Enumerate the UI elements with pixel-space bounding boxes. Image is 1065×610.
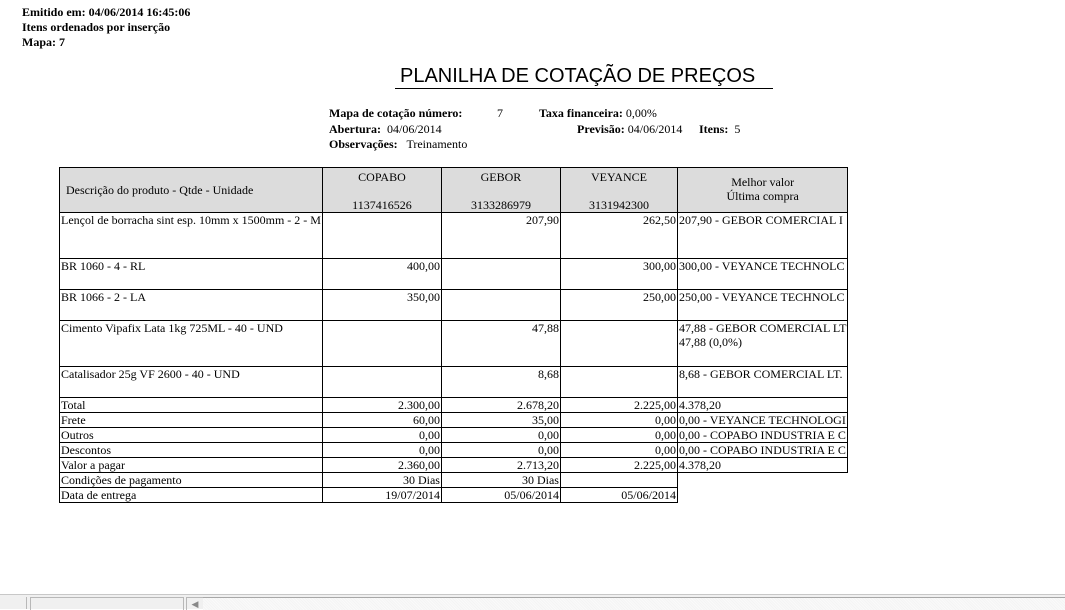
supplier-header-gebor: GEBOR 3133286979 [441, 168, 560, 213]
summary-row-others [60, 428, 848, 443]
summary-veyance: 0,00 [560, 428, 677, 443]
summary-gebor: 0,00 [441, 428, 560, 443]
supplier-header-copabo: COPABO 1137416526 [322, 168, 441, 213]
summary-label: Frete [60, 413, 323, 428]
status-segment [0, 597, 27, 609]
quotation-table [59, 167, 848, 503]
price-veyance [560, 321, 677, 367]
map-number-label: Mapa de cotação número: [329, 106, 463, 120]
table-row [60, 290, 848, 321]
table-row [60, 213, 848, 259]
arrow-left-icon: ◀ [191, 599, 199, 609]
summary-copabo: 30 Dias [322, 473, 441, 488]
price-copabo [322, 367, 441, 398]
supplier-header-veyance: VEYANCE 3131942300 [560, 168, 677, 213]
price-veyance [560, 367, 677, 398]
summary-row-payment-terms [60, 473, 848, 488]
price-copabo: 350,00 [322, 290, 441, 321]
summary-best: 0,00 - COPABO INDUSTRIA E C [677, 443, 847, 458]
price-veyance: 262,50 [560, 213, 677, 259]
summary-row-total [60, 398, 848, 413]
summary-label: Outros [60, 428, 323, 443]
empty-cell [677, 473, 847, 488]
best-value: 8,68 - GEBOR COMERCIAL LT. [677, 367, 847, 398]
summary-row-freight [60, 413, 848, 428]
emitted-date: Emitido em: 04/06/2014 16:45:06 [22, 5, 191, 19]
summary-label: Total [60, 398, 323, 413]
item-desc: BR 1066 - 2 - LA [60, 290, 323, 321]
price-gebor: 207,90 [441, 213, 560, 259]
summary-veyance: 05/06/2014 [560, 488, 677, 503]
status-segment [30, 597, 184, 610]
summary-veyance: 0,00 [560, 413, 677, 428]
summary-veyance: 2.225,00 [560, 458, 677, 473]
summary-copabo: 0,00 [322, 443, 441, 458]
status-bar [0, 594, 1065, 609]
table-header-row [60, 168, 848, 213]
summary-label: Valor a pagar [60, 458, 323, 473]
summary-veyance: 0,00 [560, 443, 677, 458]
map-number: Mapa: 7 [22, 35, 65, 49]
table-row [60, 259, 848, 290]
summary-row-discounts [60, 443, 848, 458]
price-copabo [322, 321, 441, 367]
horizontal-scrollbar[interactable] [203, 597, 1065, 610]
scroll-left-button[interactable] [186, 597, 204, 610]
summary-gebor: 2.678,20 [441, 398, 560, 413]
item-desc: Lençol de borracha sint esp. 10mm x 1500mm - 2 - M [60, 213, 323, 259]
best-value: 300,00 - VEYANCE TECHNOLC [677, 259, 847, 290]
fin-rate: Taxa financeira: 0,00% [539, 106, 657, 120]
summary-gebor: 0,00 [441, 443, 560, 458]
summary-best: 0,00 - VEYANCE TECHNOLOGI [677, 413, 847, 428]
best-value: 250,00 - VEYANCE TECHNOLC [677, 290, 847, 321]
summary-best: 4.378,20 [677, 458, 847, 473]
forecast-date: Previsão: 04/06/2014 [577, 122, 683, 136]
summary-best: 0,00 - COPABO INDUSTRIA E C [677, 428, 847, 443]
ordering-note: Itens ordenados por inserção [22, 20, 171, 34]
items-count: Itens: 5 [699, 122, 741, 136]
summary-label: Condições de pagamento [60, 473, 323, 488]
table-row [60, 367, 848, 398]
summary-row-delivery-date [60, 488, 848, 503]
best-value-header: Melhor valor Última compra [677, 168, 847, 213]
price-veyance: 300,00 [560, 259, 677, 290]
summary-gebor: 35,00 [441, 413, 560, 428]
price-copabo: 400,00 [322, 259, 441, 290]
summary-row-amount-due [60, 458, 848, 473]
page-title: PLANILHA DE COTAÇÃO DE PREÇOS [395, 64, 773, 89]
price-gebor: 8,68 [441, 367, 560, 398]
price-gebor: 47,88 [441, 321, 560, 367]
summary-gebor: 2.713,20 [441, 458, 560, 473]
desc-header: Descrição do produto - Qtde - Unidade [60, 168, 323, 213]
summary-veyance: 2.225,00 [560, 398, 677, 413]
summary-copabo: 2.360,00 [322, 458, 441, 473]
best-value: 207,90 - GEBOR COMERCIAL I [677, 213, 847, 259]
summary-copabo: 19/07/2014 [322, 488, 441, 503]
notes: Observações: Treinamento [329, 137, 468, 151]
price-gebor [441, 290, 560, 321]
summary-gebor: 05/06/2014 [441, 488, 560, 503]
item-desc: Catalisador 25g VF 2600 - 40 - UND [60, 367, 323, 398]
report-header [22, 5, 190, 50]
summary-label: Descontos [60, 443, 323, 458]
summary-copabo: 0,00 [322, 428, 441, 443]
summary-gebor: 30 Dias [441, 473, 560, 488]
empty-cell [677, 488, 847, 503]
opening-date: Abertura: 04/06/2014 [329, 122, 442, 136]
summary-copabo: 2.300,00 [322, 398, 441, 413]
summary-veyance [560, 473, 677, 488]
item-desc: Cimento Vipafix Lata 1kg 725ML - 40 - UND [60, 321, 323, 367]
item-desc: BR 1060 - 4 - RL [60, 259, 323, 290]
summary-best: 4.378,20 [677, 398, 847, 413]
price-gebor [441, 259, 560, 290]
best-value: 47,88 - GEBOR COMERCIAL LT 47,88 (0,0%) [677, 321, 847, 367]
map-number-value: 7 [497, 106, 503, 120]
summary-copabo: 60,00 [322, 413, 441, 428]
price-veyance: 250,00 [560, 290, 677, 321]
summary-label: Data de entrega [60, 488, 323, 503]
price-copabo [322, 213, 441, 259]
table-row [60, 321, 848, 367]
